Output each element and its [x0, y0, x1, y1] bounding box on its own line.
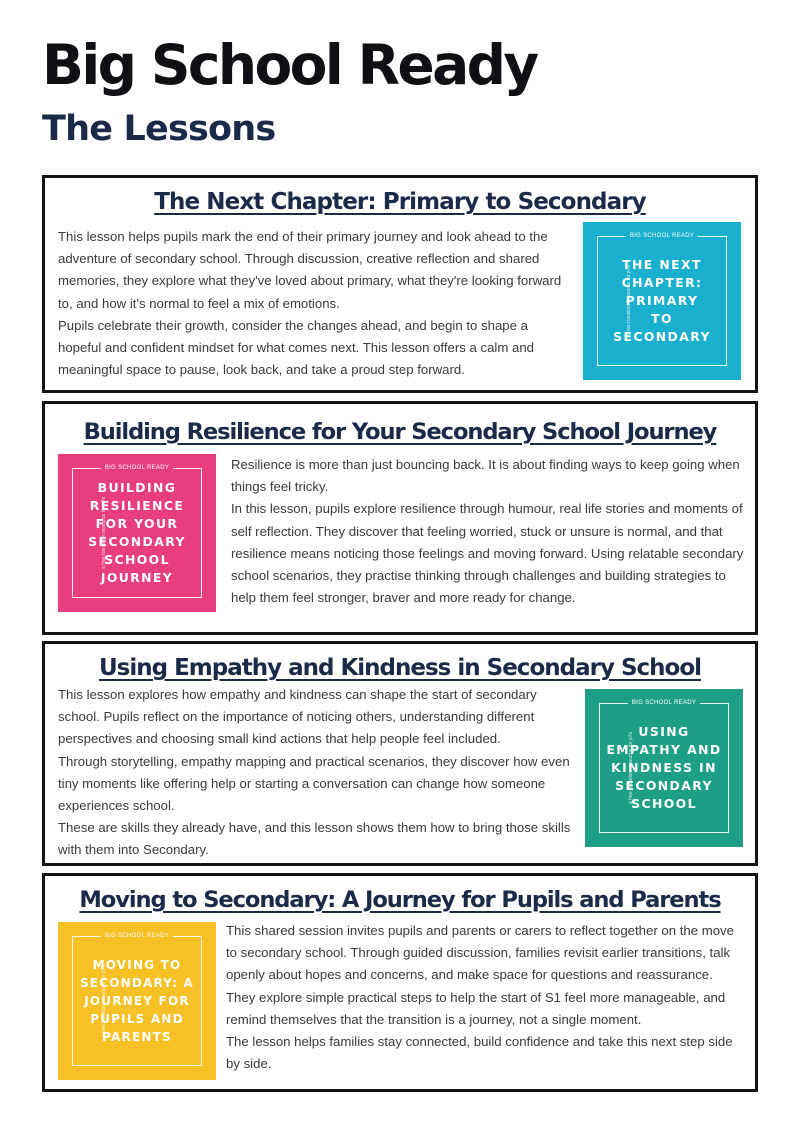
lesson-card-empathy-kindness [42, 641, 758, 866]
cover-side-text: a free transition resource for p7s [626, 262, 632, 340]
lesson-description [58, 684, 582, 862]
cover-frame [72, 933, 202, 1066]
cover-frame [597, 233, 727, 366]
lesson-paragraph: In this lesson, pupils explore resilience through humour, real life stories and moments of self reflection. They discover that feeling worried, stuck or unsure is normal, and that resilience means noticing those feelings and moving forward. Using relatable secondary school scenarios, they practise thinking through challenges and building strategies to help them feel stronger, braver and more ready for change. [231, 501, 744, 606]
page-title: Big School Ready [42, 33, 537, 97]
lesson-card-moving-to-secondary [42, 873, 758, 1092]
page-subtitle: The Lessons [42, 109, 276, 149]
cover-side-text: a free transition resource for p7s [101, 494, 107, 572]
lesson-description [231, 454, 747, 609]
lesson-paragraph: Through storytelling, empathy mapping and practical scenarios, they discover how even tiny moments like offering help or starting a conversation can change how someone experiences school. [58, 753, 570, 814]
lesson-paragraph: These are skills they already have, and this lesson shows them how to bring those skills with them into Secondary. [58, 820, 571, 858]
cover-brand: BIG SCHOOL READY [626, 231, 698, 241]
lesson-paragraph: They explore simple practical steps to help the start of S1 feel more manageable, and remind themselves that the transition is a journey, not a single moment. [226, 989, 726, 1027]
cover-brand: BIG SCHOOL READY [101, 931, 173, 941]
lesson-description [58, 226, 568, 381]
lesson-cover-image [585, 689, 743, 847]
lesson-cover-image [583, 222, 741, 380]
lesson-paragraph: This lesson helps pupils mark the end of their primary journey and look ahead to the adventure of secondary school. Through discussion, creative reflection and shared memories, they explore what they've loved about primary, what they're looking forward to, and how it's normal to feel a mix of emotions. [58, 229, 562, 311]
lesson-paragraph: This shared session invites pupils and parents or carers to reflect together on the move to secondary school. Through guided discussion, families revisit earlier transitions, talk openly about hopes and concerns, and make space for questions and reassurance. [226, 923, 734, 983]
lesson-heading: Building Resilience for Your Secondary School Journey [83, 419, 717, 445]
cover-title: BUILDING RESILIENCE FOR YOUR SECONDARY SCHOOL JOURNEY [88, 480, 186, 585]
lesson-cover-image [58, 922, 216, 1080]
lesson-card-building-resilience [42, 401, 758, 635]
lesson-paragraph: This lesson explores how empathy and kindness can shape the start of secondary school. Pupils reflect on the importance of noticing others, understanding different perspectives and choosing small kind actions that help people feel included. [58, 687, 537, 747]
lesson-paragraph: Pupils celebrate their growth, consider the changes ahead, and begin to shape a hopeful and confident mindset for what comes next. This lesson offers a calm and meaningful space to pause, look back, and take a proud step forward. [58, 317, 534, 378]
cover-title: THE NEXT CHAPTER: PRIMARY TO SECONDARY [613, 257, 711, 344]
cover-title: MOVING TO SECONDARY: A JOURNEY FOR PUPILS AND PARENTS [79, 958, 195, 1044]
cover-title: USING EMPATHY AND KINDNESS IN SECONDARY SCHOOL [606, 724, 722, 811]
lesson-description [226, 920, 746, 1075]
cover-side-text: a free transition resource for p7s [628, 729, 634, 807]
lesson-paragraph: The lesson helps families stay connected, build confidence and take this next step side by side. [226, 1034, 733, 1072]
cover-brand: BIG SCHOOL READY [628, 698, 700, 708]
lesson-card-next-chapter [42, 175, 758, 393]
cover-frame [599, 700, 729, 833]
cover-brand: BIG SCHOOL READY [101, 463, 173, 473]
lesson-cover-image [58, 454, 216, 612]
lesson-heading: Moving to Secondary: A Journey for Pupils and Parents [79, 887, 721, 913]
lesson-heading: The Next Chapter: Primary to Secondary [154, 189, 646, 215]
cover-side-text: a free transition resource for p7s [101, 962, 107, 1040]
cover-frame [72, 465, 202, 598]
lesson-heading: Using Empathy and Kindness in Secondary School [98, 655, 702, 681]
lesson-paragraph: Resilience is more than just bouncing back. It is about finding ways to keep going when things feel tricky. [231, 457, 740, 495]
